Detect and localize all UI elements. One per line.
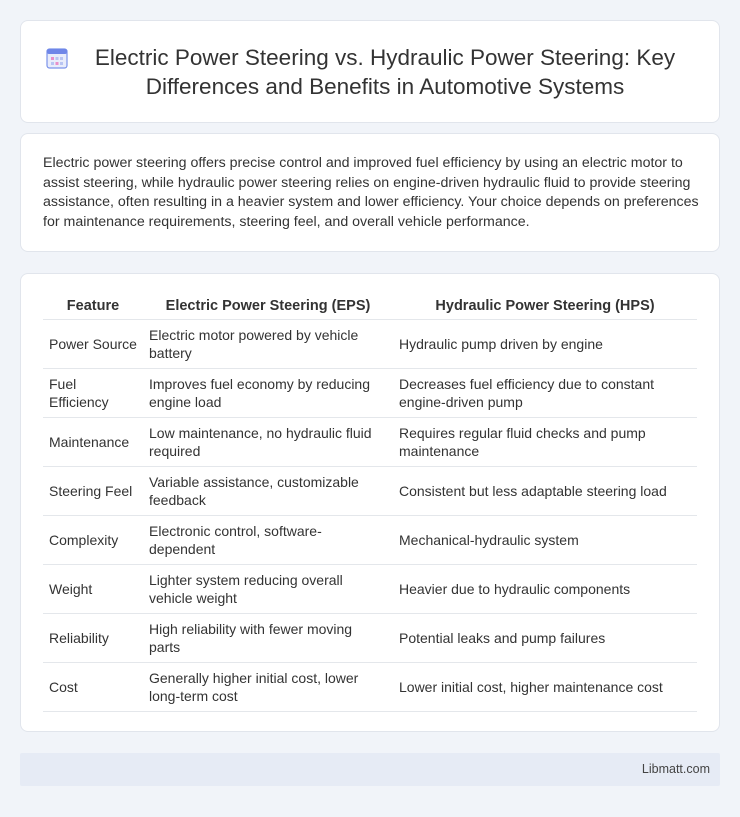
table-row	[43, 564, 697, 613]
feature-cell: Cost	[43, 662, 143, 711]
table-row	[43, 515, 697, 564]
eps-cell: Low maintenance, no hydraulic fluid required	[143, 417, 393, 466]
comparison-card	[20, 273, 720, 732]
table-row	[43, 319, 697, 368]
feature-cell: Maintenance	[43, 417, 143, 466]
column-header-eps: Electric Power Steering (EPS)	[143, 294, 393, 319]
column-header-hps: Hydraulic Power Steering (HPS)	[393, 294, 697, 319]
hps-cell: Mechanical-hydraulic system	[393, 515, 697, 564]
column-header-feature: Feature	[43, 294, 143, 319]
eps-cell: Improves fuel economy by reducing engine load	[143, 368, 393, 417]
eps-cell: Electronic control, software-dependent	[143, 515, 393, 564]
hps-cell: Consistent but less adaptable steering load	[393, 466, 697, 515]
feature-cell: Reliability	[43, 613, 143, 662]
feature-cell: Power Source	[43, 319, 143, 368]
title-wrap	[45, 43, 701, 101]
table-row	[43, 662, 697, 711]
hps-cell: Hydraulic pump driven by engine	[393, 319, 697, 368]
table-row	[43, 613, 697, 662]
hps-cell: Lower initial cost, higher maintenance cost	[393, 662, 697, 711]
eps-cell: Electric motor powered by vehicle battery	[143, 319, 393, 368]
table-row	[43, 466, 697, 515]
table-header-row	[43, 294, 697, 319]
feature-cell: Steering Feel	[43, 466, 143, 515]
hps-cell: Potential leaks and pump failures	[393, 613, 697, 662]
eps-cell: Generally higher initial cost, lower long-term cost	[143, 662, 393, 711]
feature-cell: Fuel Efficiency	[43, 368, 143, 417]
feature-cell: Weight	[43, 564, 143, 613]
comparison-table	[43, 294, 697, 712]
hps-cell: Heavier due to hydraulic components	[393, 564, 697, 613]
hps-cell: Requires regular fluid checks and pump maintenance	[393, 417, 697, 466]
feature-cell: Complexity	[43, 515, 143, 564]
table-row	[43, 417, 697, 466]
table-row	[43, 368, 697, 417]
calendar-grid-icon	[45, 46, 69, 70]
eps-cell: High reliability with fewer moving parts	[143, 613, 393, 662]
eps-cell: Variable assistance, customizable feedback	[143, 466, 393, 515]
header-card	[20, 20, 720, 123]
page-title: Electric Power Steering vs. Hydraulic Power Steering: Key Differences and Benefits in Automotive Systems	[94, 45, 676, 99]
eps-cell: Lighter system reducing overall vehicle weight	[143, 564, 393, 613]
intro-card	[20, 133, 720, 252]
intro-paragraph: Electric power steering offers precise control and improved fuel efficiency by using an electric motor to assist steering, while hydraulic power steering relies on engine-driven hydraulic fluid to provide steering assistance, often resulting in a heavier system and lower efficiency. Your choice depends on preferences for maintenance requirements, steering feel, and overall vehicle performance.	[43, 155, 699, 230]
footer-bar	[20, 753, 720, 786]
hps-cell: Decreases fuel efficiency due to constant engine-driven pump	[393, 368, 697, 417]
footer-site-link[interactable]: Libmatt.com	[641, 762, 710, 776]
